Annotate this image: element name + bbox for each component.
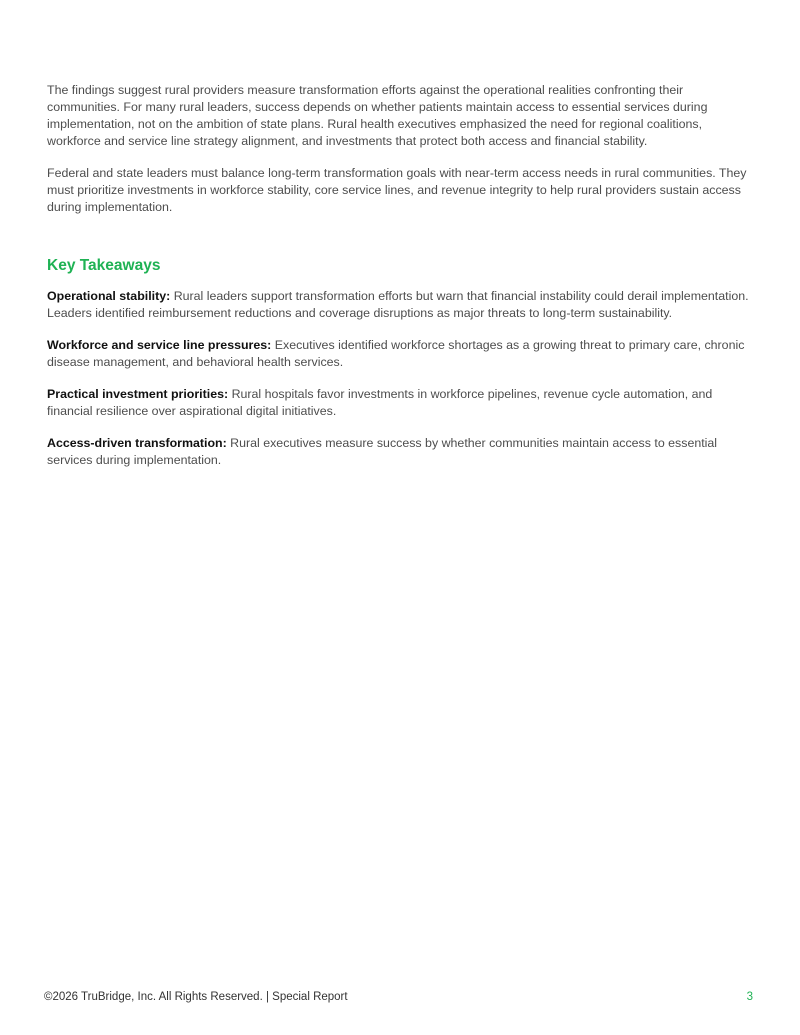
takeaway-text: Rural leaders support transformation efforts but warn that financial instability could derail implementation. Leaders identified reimbursement reductions and coverage disruptions as major threats to long-term sustainability. [47, 289, 749, 320]
takeaway-item [47, 435, 753, 469]
takeaway-label: Workforce and service line pressures: [47, 338, 272, 352]
footer-copyright: ©2026 TruBridge, Inc. All Rights Reserved. | Special Report [44, 991, 348, 1003]
takeaway-label: Practical investment priorities: [47, 387, 229, 401]
takeaway-item [47, 386, 753, 420]
body-paragraph: The findings suggest rural providers measure transformation efforts against the operational realities confronting their communities. For many rural leaders, success depends on whether patients maintain access to essential services during implementation, not on the ambition of state plans. Rural health executives emphasized the need for regional coalitions, workforce and service line strategy alignment, and investments that protect both access and financial stability. [47, 83, 708, 148]
takeaway-text: Rural hospitals favor investments in workforce pipelines, revenue cycle automation, and financial resilience over aspirational digital initiatives. [47, 387, 713, 418]
takeaway-label: Operational stability: [47, 289, 171, 303]
page-number: 3 [746, 991, 753, 1003]
takeaway-text: Executives identified workforce shortages as a growing threat to primary care, chronic disease management, and behavioral health services. [47, 338, 745, 369]
takeaway-text: Rural executives measure success by whether communities maintain access to essential services during implementation. [47, 436, 718, 467]
document-page [47, 82, 753, 484]
body-paragraph: Federal and state leaders must balance long-term transformation goals with near-term access needs in rural communities. They must prioritize investments in workforce stability, core service lines, and revenue integrity to help rural providers sustain access during implementation. [47, 166, 747, 214]
section-heading-key-takeaways: Key Takeaways [47, 257, 161, 274]
takeaway-item [47, 288, 753, 322]
takeaway-item [47, 337, 753, 371]
page-footer [44, 990, 753, 1004]
takeaway-label: Access-driven transformation: [47, 436, 227, 450]
